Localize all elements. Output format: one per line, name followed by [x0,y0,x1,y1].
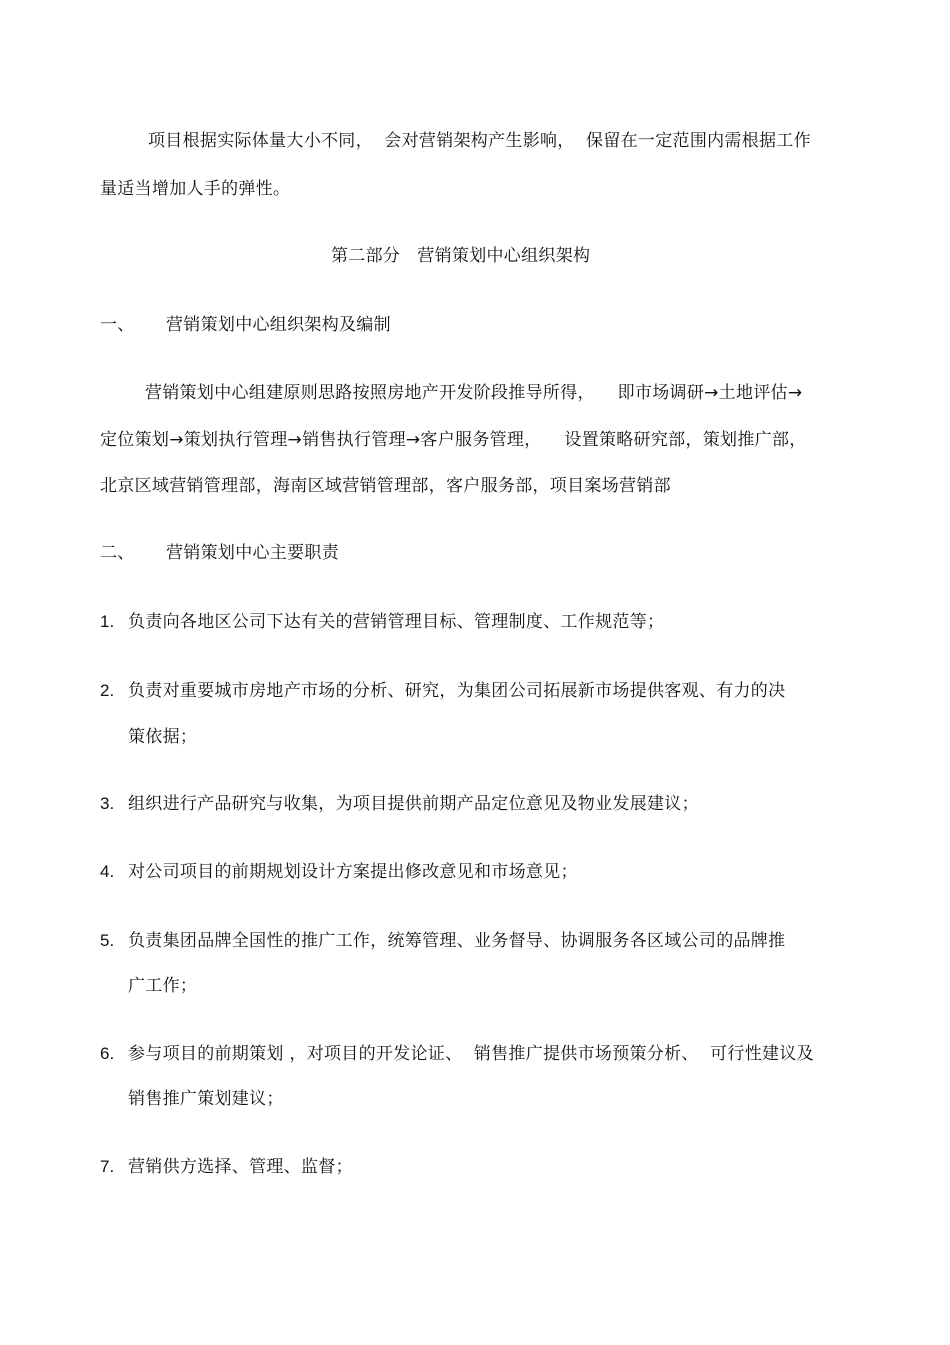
section1-title: 营销策划中心组织架构及编制 [166,315,391,335]
intro-line-2: 量适当增加人手的弹性。 [100,179,291,199]
duty-1-line-1: 负责向各地区公司下达有关的营销管理目标、管理制度、工作规范等； [128,612,665,632]
section2-number: 二、 [100,543,135,563]
duty-4-number: 4. [100,862,115,881]
duty-7-number: 7. [100,1157,115,1176]
part-title: 第二部分 营销策划中心组织架构 [331,246,591,266]
duty-6-line-1: 参与项目的前期策划 ，对项目的开发论证、 销售推广提供市场预策分析、 可行性建议及 [128,1044,814,1064]
duty-2-line-2: 策依据； [128,727,198,747]
duty-3-number: 3. [100,794,115,813]
duty-2-number: 2. [100,681,115,700]
duty-5-line-2: 广工作； [128,976,198,996]
intro-line-1: 项目根据实际体量大小不同， 会对营销架构产生影响， 保留在一定范围内需根据工作 [148,131,811,151]
duty-7-line-1: 营销供方选择、管理、监督； [128,1157,353,1177]
duty-5-number: 5. [100,931,115,950]
duty-5-line-1: 负责集团品牌全国性的推广工作，统筹管理、业务督导、协调服务各区域公司的品牌推 [128,931,786,951]
section2-title: 营销策划中心主要职责 [166,543,339,563]
section1-para-line-3: 北京区域营销管理部，海南区域营销管理部，客户服务部，项目案场营销部 [100,476,671,496]
duty-2-line-1: 负责对重要城市房地产市场的分析、研究，为集团公司拓展新市场提供客观、有力的决 [128,681,786,701]
section1-number: 一、 [100,315,135,335]
duty-6-line-2: 销售推广策划建议； [128,1089,284,1109]
section1-para-line-2: 定位策划→策划执行管理→销售执行管理→客户服务管理， 设置策略研究部，策划推广部， [100,430,807,450]
duty-3-line-1: 组织进行产品研究与收集，为项目提供前期产品定位意见及物业发展建议； [128,794,699,814]
duty-4-line-1: 对公司项目的前期规划设计方案提出修改意见和市场意见； [128,862,578,882]
section1-para-line-1: 营销策划中心组建原则思路按照房地产开发阶段推导所得， 即市场调研→土地评估→ [145,383,803,403]
duty-1-number: 1. [100,612,115,631]
duty-6-number: 6. [100,1044,115,1063]
